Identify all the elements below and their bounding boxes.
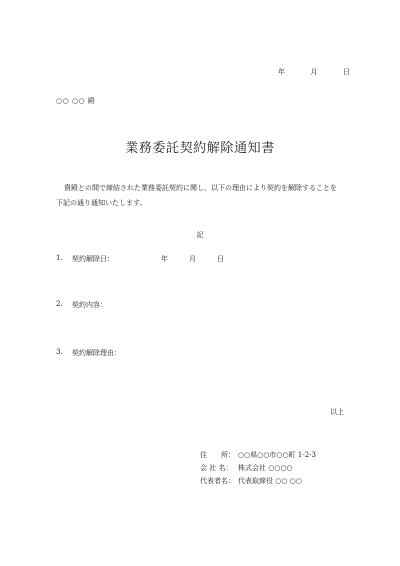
termination-year: 年 — [161, 255, 168, 263]
termination-day: 日 — [217, 255, 224, 263]
item-termination-date — [56, 254, 224, 264]
company-value: 株式会社 ○○○○ — [238, 464, 293, 472]
body-paragraph — [56, 181, 356, 211]
date-year: 年 — [278, 68, 285, 76]
item-contract-content — [56, 300, 107, 310]
ki-heading: 記 — [196, 231, 204, 239]
representative-value: 代表取締役 ○○ ○○ — [238, 477, 302, 485]
date-month: 月 — [310, 68, 318, 76]
item-label: 契約内容： — [72, 301, 107, 309]
item-label: 契約解除日： — [72, 255, 114, 263]
recipient-name: ○○ ○○ 殿 — [56, 97, 96, 105]
date-day: 日 — [343, 68, 350, 76]
termination-month: 月 — [189, 255, 196, 263]
item-label: 契約解除理由： — [72, 349, 121, 357]
sender-representative-row — [200, 475, 316, 488]
sender-company-row — [200, 462, 316, 475]
sender-block — [200, 449, 316, 488]
item-number: 1. — [56, 254, 63, 262]
termination-date-fields — [134, 254, 224, 264]
item-number: 2. — [56, 300, 63, 308]
item-number: 3. — [56, 348, 63, 356]
address-value: ○○県○○市○○町 1-2-3 — [238, 451, 316, 459]
address-label: 住 所： — [200, 451, 235, 459]
closing-mark: 以上 — [330, 408, 344, 416]
company-label: 会 社 名： — [200, 464, 233, 472]
item-termination-reason — [56, 348, 121, 358]
document-title: 業務委託契約解除通知書 — [125, 141, 275, 156]
body-line-1: 貴殿との間で締結された業務委託契約に関し、以下の理由により契約を解除することを — [64, 184, 337, 192]
date-line — [278, 67, 350, 77]
sender-address-row — [200, 449, 316, 462]
representative-label: 代表者名： — [200, 477, 235, 485]
body-line-2: 下記の通り通知いたします。 — [56, 199, 147, 207]
